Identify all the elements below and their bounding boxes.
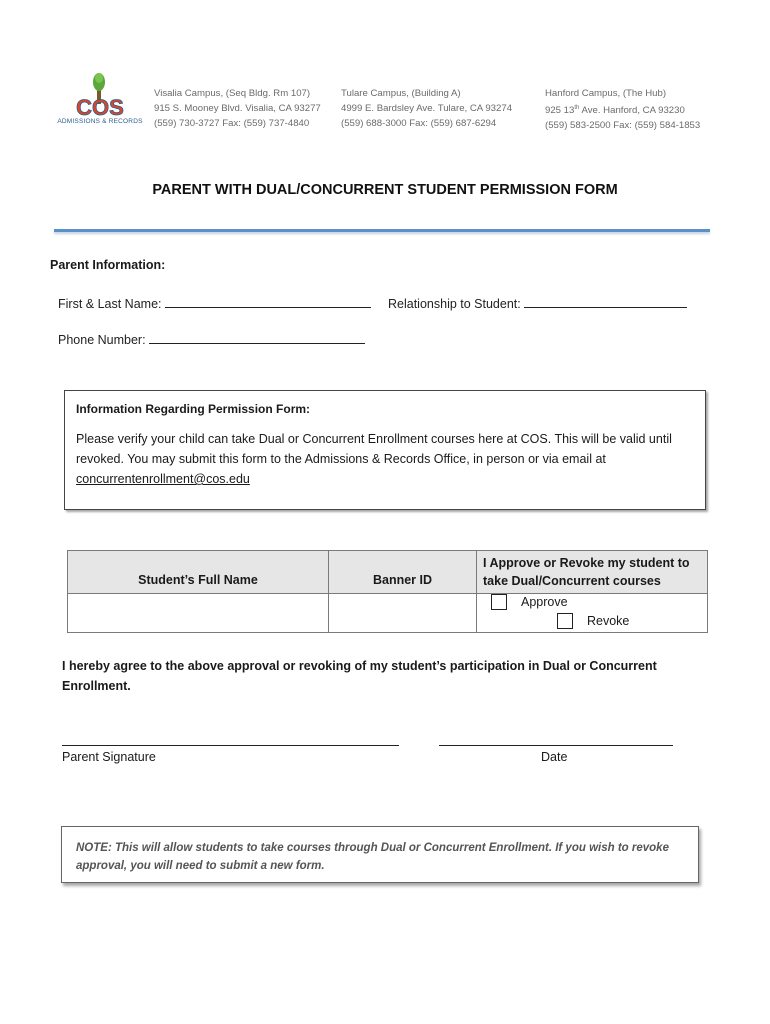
note-box: NOTE: This will allow students to take courses through Dual or Concurrent Enrollment. If you wish to revoke approval, you will need to submit a new form. xyxy=(61,826,699,883)
relationship-field[interactable] xyxy=(388,296,687,311)
parent-name-field[interactable] xyxy=(58,296,371,311)
form-title: PARENT WITH DUAL/CONCURRENT STUDENT PERMISSION FORM xyxy=(152,182,618,198)
info-box-title: Information Regarding Permission Form: xyxy=(76,402,311,416)
col-approval: I Approve or Revoke my student to take Dual/Concurrent courses xyxy=(477,551,708,594)
campus-address: 4999 E. Bardsley Ave. Tulare, CA 93274 xyxy=(341,103,513,114)
campus-address: 925 13th Ave. Hanford, CA 93230 xyxy=(545,105,685,117)
col-banner-id: Banner ID xyxy=(329,551,477,594)
campus-visalia xyxy=(154,86,321,131)
parent-name-input-line[interactable] xyxy=(165,296,371,308)
campus-phone: (559) 688-3000 Fax: (559) 687-6294 xyxy=(341,118,497,129)
approval-cell xyxy=(477,594,708,633)
email-link[interactable]: concurrentenrollment@cos.edu xyxy=(76,472,250,486)
student-name-cell[interactable] xyxy=(68,594,329,633)
col-student-name: Student’s Full Name xyxy=(68,551,329,594)
revoke-option[interactable]: Revoke xyxy=(557,613,629,629)
campus-tulare xyxy=(341,86,512,131)
campus-name: Tulare Campus, (Building A) xyxy=(341,88,461,99)
relationship-label: Relationship to Student: xyxy=(388,297,521,311)
parent-signature-line[interactable] xyxy=(62,745,399,746)
permission-info-box xyxy=(64,390,706,510)
campus-name: Hanford Campus, (The Hub) xyxy=(545,88,667,99)
campus-phone: (559) 730-3727 Fax: (559) 737-4840 xyxy=(154,118,310,129)
approve-option[interactable]: Approve xyxy=(491,594,568,610)
approve-checkbox[interactable] xyxy=(491,594,507,610)
phone-label: Phone Number: xyxy=(58,333,146,347)
student-table xyxy=(67,550,708,633)
revoke-checkbox[interactable] xyxy=(557,613,573,629)
phone-field[interactable] xyxy=(58,332,365,347)
info-box-body: Please verify your child can take Dual or Concurrent Enrollment courses here at COS. This will be valid until revoked. You may submit this form to the Admissions & Records Office, in person or via email at concurrentenrollment@cos.edu xyxy=(76,432,672,486)
campus-name: Visalia Campus, (Seq Bldg. Rm 107) xyxy=(154,88,311,99)
banner-id-cell[interactable] xyxy=(329,594,477,633)
campus-hanford xyxy=(545,86,700,133)
campus-phone: (559) 583-2500 Fax: (559) 584-1853 xyxy=(545,120,701,132)
date-line[interactable] xyxy=(439,745,673,746)
parent-name-label: First & Last Name: xyxy=(58,297,162,311)
date-label: Date xyxy=(541,750,568,764)
logo-letters: COS xyxy=(76,95,124,120)
agreement-statement: I hereby agree to the above approval or revoking of my student’s participation in Dual or Concurrent Enrollment. xyxy=(62,659,657,693)
title-divider xyxy=(54,229,710,232)
relationship-input-line[interactable] xyxy=(524,296,687,308)
parent-signature-label: Parent Signature xyxy=(62,750,156,764)
phone-input-line[interactable] xyxy=(149,332,365,344)
logo-caption: ADMISSIONS & RECORDS xyxy=(57,118,143,125)
parent-info-heading: Parent Information: xyxy=(50,258,166,272)
campus-address: 915 S. Mooney Blvd. Visalia, CA 93277 xyxy=(154,103,321,114)
